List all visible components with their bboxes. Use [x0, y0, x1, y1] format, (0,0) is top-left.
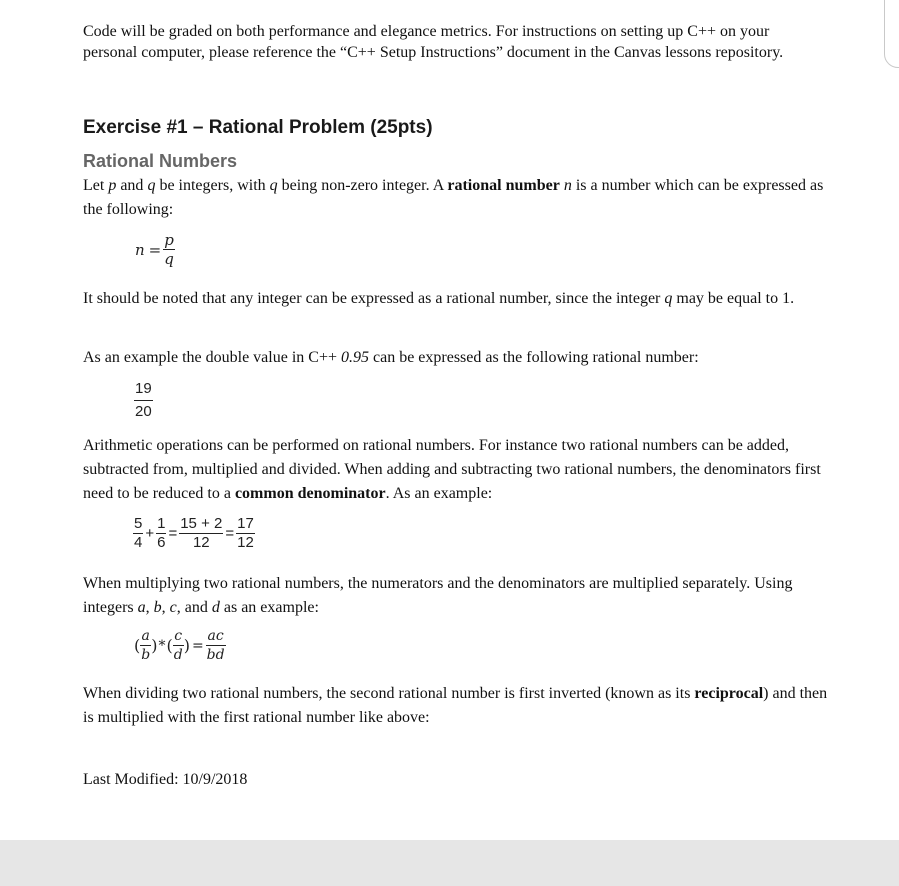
eq3-fraction-3: $\frac{15 + 2}{12}$: [180, 515, 223, 551]
eq4-fraction-result: $\frac{ac}{bd}$: [206, 628, 225, 663]
integer-note-paragraph: It should be noted that any integer can be expressed as a rational number, since the integer q may be equal to 1.: [83, 290, 795, 307]
equation-addition-example: [133, 516, 255, 551]
eq3-equals-1: =: [168, 525, 178, 542]
eq4-fraction-a-b: $\frac{a}{b}$: [141, 628, 151, 663]
eq4-fraction-c-d: $\frac{c}{d}$: [173, 628, 183, 663]
equation-19-over-20: [134, 381, 153, 420]
eq3-fraction-1: $\frac{5}{4}$: [134, 515, 143, 551]
eq3-equals-2: =: [225, 525, 235, 542]
section-title: Rational Numbers: [83, 151, 238, 171]
eq3-plus: +: [145, 525, 155, 542]
term-reciprocal: reciprocal: [694, 685, 764, 702]
multiplication-paragraph: When multiplying two rational numbers, the numerators and the denominators are multiplied separately. Using integers a, b, c, and d as an example:: [83, 575, 793, 616]
division-paragraph: When dividing two rational numbers, the second rational number is first inverted (known as its reciprocal) and then is multiplied with the first rational number like above:: [83, 685, 828, 726]
eq2-numerator: 19: [135, 380, 152, 397]
eq1-denominator: q: [164, 250, 174, 268]
term-rational-number: rational number: [447, 177, 560, 194]
eq2-fraction: [134, 381, 153, 420]
eq4-times: *: [158, 637, 166, 654]
eq4-equals: =: [191, 637, 204, 654]
eq1-lhs: n: [135, 240, 145, 259]
arithmetic-paragraph: Arithmetic operations can be performed on rational numbers. For instance two rational numbers can be added, subtracted from, multiplied and divided. When adding and subtracting two rational numbers, the denominators first need to be reduced to a common denominator. As an example:: [83, 437, 821, 502]
eq1-equals: =: [148, 240, 162, 259]
term-common-denominator: common denominator: [234, 485, 386, 502]
scroll-tab[interactable]: [884, 0, 899, 68]
bottom-bar: [0, 840, 899, 886]
exercise-title: Exercise #1 – Rational Problem (25pts): [83, 117, 433, 138]
eq1-numerator: p: [164, 231, 174, 249]
equation-n-equals-p-over-q: [133, 232, 175, 267]
eq3-fraction-2: $\frac{1}{6}$: [157, 515, 166, 551]
double-example-paragraph: As an example the double value in C++ 0.95 can be expressed as the following rational number:: [83, 349, 699, 366]
last-modified: Last Modified: 10/9/2018: [83, 771, 248, 788]
eq1-fraction: [163, 232, 175, 267]
definition-paragraph: Let p and q be integers, with q being non-zero integer. A rational number n is a number which can be expressed as the following:: [83, 177, 824, 218]
intro-paragraph: Code will be graded on both performance and elegance metrics. For instructions on setting up C++ on your personal computer, please reference the “C++ Setup Instructions” document in the Canvas lessons repository.: [83, 23, 784, 61]
eq2-denominator: 20: [135, 403, 152, 420]
eq3-fraction-4: $\frac{17}{12}$: [237, 515, 254, 551]
equation-multiplication-example: ( $\frac{a}{b}$ )*( $\frac{c}{d}$ ) = $\frac{ac}{bd}$: [134, 628, 225, 663]
